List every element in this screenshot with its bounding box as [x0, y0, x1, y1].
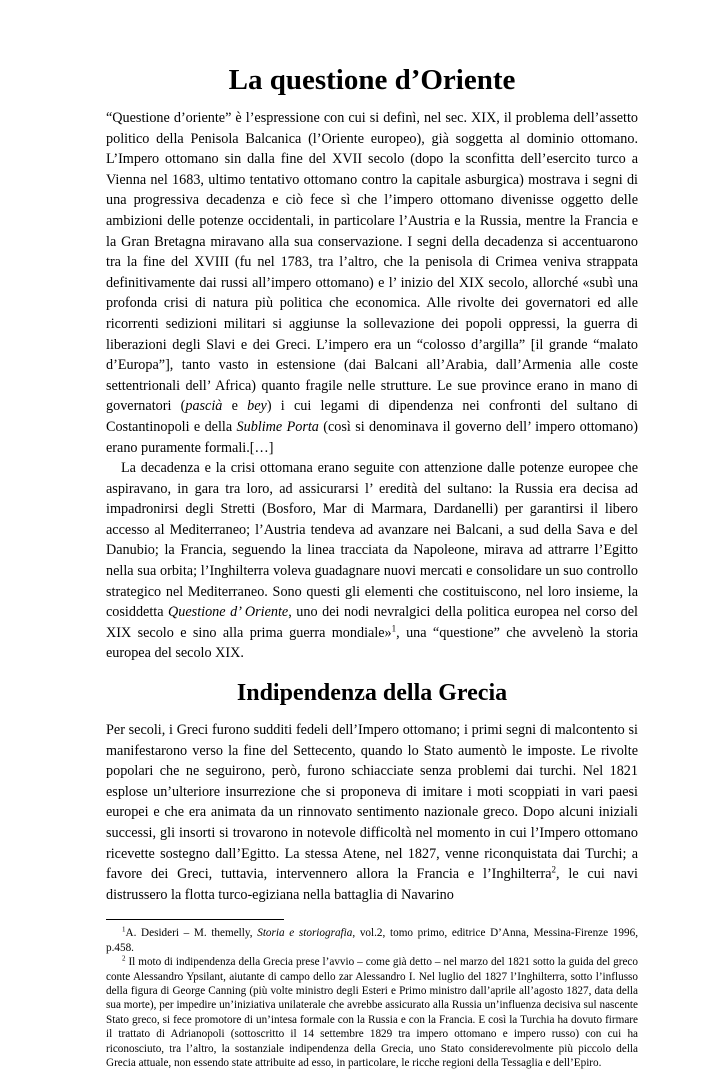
text-run: Per secoli, i Greci furono sudditi fedeli dell’Impero ottomano; i primi segni di malcontento si manifestarono verso la fine del Settecento, quando lo Stato aumentò le imposte. Le rivolte popolari che ne seguirono, però, furono schiacciate senza problemi dai turchi. Nel 1821 esplose un’ulteriore insurrezione che si proponeva di imitare i moti scoppiati in vari paesi europei e che era animata da un rinnovato sentimento nazionale greco. Dopo alcuni iniziali successi, gli insorti si trovarono in notevole difficoltà nel momento in cui l’Impero ottomano ricevette sostegno dall’Egitto. La stessa Atene, nel 1827, venne riconquistata dai Turchi; a favore dei Greci, tuttavia, intervennero allora la Francia e l’Inghilterra — [106, 722, 638, 883]
footnote-separator — [106, 919, 284, 920]
paragraph-greece — [106, 720, 638, 905]
italic-term-sublime-porta: Sublime Porta — [236, 418, 319, 435]
footnote-1 — [106, 926, 638, 955]
footnote-marker: 2 — [122, 954, 126, 963]
page-title: La questione d’Oriente — [228, 64, 516, 96]
footnote-ref-2[interactable]: 2 — [551, 864, 557, 875]
text-run: , una “questione” che avvelenò la storia europea del secolo XIX. — [106, 624, 638, 662]
paragraph-intro — [106, 108, 638, 458]
text-run: , le cui navi distrussero la flotta turco-egiziana nella battaglia di Navarino — [106, 866, 638, 903]
text-run: ) i cui legami di dipendenza nei confronti del sultano di Costantinopoli e della — [106, 398, 638, 435]
text-run: A. Desideri – M. themelly, — [125, 927, 258, 940]
text-run: “Questione d’oriente” è l’espressione con cui si definì, nel sec. XIX, il problema dell’assetto politico della Penisola Balcanica (l’Oriente europeo), già soggetta al dominio ottomano. L’Impero ottomano sin dalla fine del XVII secolo (dopo la sconfitta dell’esercito turco a Vienna nel 1683, ultimo tentativo ottomano contro la capitale asburgica) mostrava i segni di una progressiva decadenza e ciò fece sì che l’impero ottomano divenisse oggetto delle ambizioni delle potenze occidentali, in particolare l’Austria e la Russia, mentre la Francia e la Gran Bretagna miravano alla sua conservazione. I segni della decadenza si accentuarono tra la fine del XVIII (fu nel 1783, tra l’altro, che la penisola di Crimea veniva strappata definitivamente dai russi all’impero ottomano) e l’ inizio del XIX secolo, allorché «subì una profonda crisi di natura più politica che economica. Alle rivolte dei governatori ed alle ricorrenti sedizioni militari si aggiunse la sollevazione dei popoli oppressi, la guerra di liberazioni degli Slavi e dei Greci. L’impero era un “colosso d’argilla” [il grande “malato d’Europa”], tanto vasto in estensione (dai Balcani all’Arabia, dall’Armenia alle coste settentrionali dell’ Africa) quanto fragile nelle strutture. Le sue province erano in mano di governatori ( — [106, 110, 638, 415]
text-run: , uno dei nodi nevralgici della politica europea nel corso del XIX secolo e sino alla prima guerra mondiale» — [106, 604, 638, 641]
footnote-ref-1[interactable]: 1 — [391, 623, 397, 634]
paragraph-decadence — [106, 458, 638, 664]
text-run: , vol.2, tomo primo, editrice D’Anna, Messina-Firenze 1996, p.458. — [106, 927, 638, 954]
text-run: La decadenza e la crisi ottomana erano seguite con attenzione dalle potenze europee che aspiravano, in gara tra loro, ad assicurarsi l’ eredità del sultano: la Russia era decisa ad impadronirsi degli Stretti (Bosforo, Mar di Marmara, Dardanelli) per garantirsi il libero accesso al Mediterraneo; l’Austria tendeva ad avanzare nei Balcani, a sud della Sava e del Danubio; la Francia, seguendo la linea tracciata da Napoleone, mirava ad attrarre l’Egitto nella sua orbita; l’Inghilterra voleva guadagnare nuovi mercati e consolidare un suo controllo strategico nel Mediterraneo. Sono questi gli elementi che costituiscono, nel loro insieme, la cosiddetta — [106, 460, 638, 621]
footnote-marker: 1 — [122, 925, 126, 934]
italic-term-pascia: pascià — [185, 398, 223, 415]
italic-term-bey: bey — [247, 398, 267, 415]
italic-term-questione-oriente: Questione d’ Oriente — [168, 604, 289, 621]
italic-book-title: Storia e storiografia — [257, 927, 353, 940]
footnote-2 — [106, 955, 638, 1070]
section-heading: Indipendenza della Grecia — [236, 680, 508, 707]
text-run: (così si denominava il governo dell’ impero ottomano) erano puramente formali.[…] — [106, 418, 639, 456]
text-run: Il moto di indipendenza della Grecia prese l’avvio – come già detto – nel marzo del 1821 sotto la guida del greco conte Alessandro Ypsilant, aiutante di campo dello zar Alessandro I. Nel luglio del 1827 l’Inghilterra, sotto l’influsso della figura di George Canning (più volte ministro degli Esteri e Primo ministro dall’aprile all’agosto 1827, data della sua morte), per impedire un’iniziativa unilaterale che avrebbe assicurato alla Russia un’influenza decisiva sul nascente Stato greco, si fece promotore di un’intesa formale con la Russia e con la Francia. E così la Turchia ha dovuto firmare il trattato di Adrianopoli (sottoscritto il 14 settembre 1829 tra impero ottomano e impero russo) con cui ha riconosciuto, tra l’altro, la sostanziale indipendenza della Grecia, uno Stato considerevolmente più piccolo della Grecia attuale, non essendo state attribuite ad esso, in particolare, le ricche regioni della Tessaglia e dell’Epiro. — [106, 956, 638, 1070]
footnotes — [106, 919, 638, 1070]
document-page — [106, 62, 638, 1070]
text-run: e — [222, 398, 248, 415]
